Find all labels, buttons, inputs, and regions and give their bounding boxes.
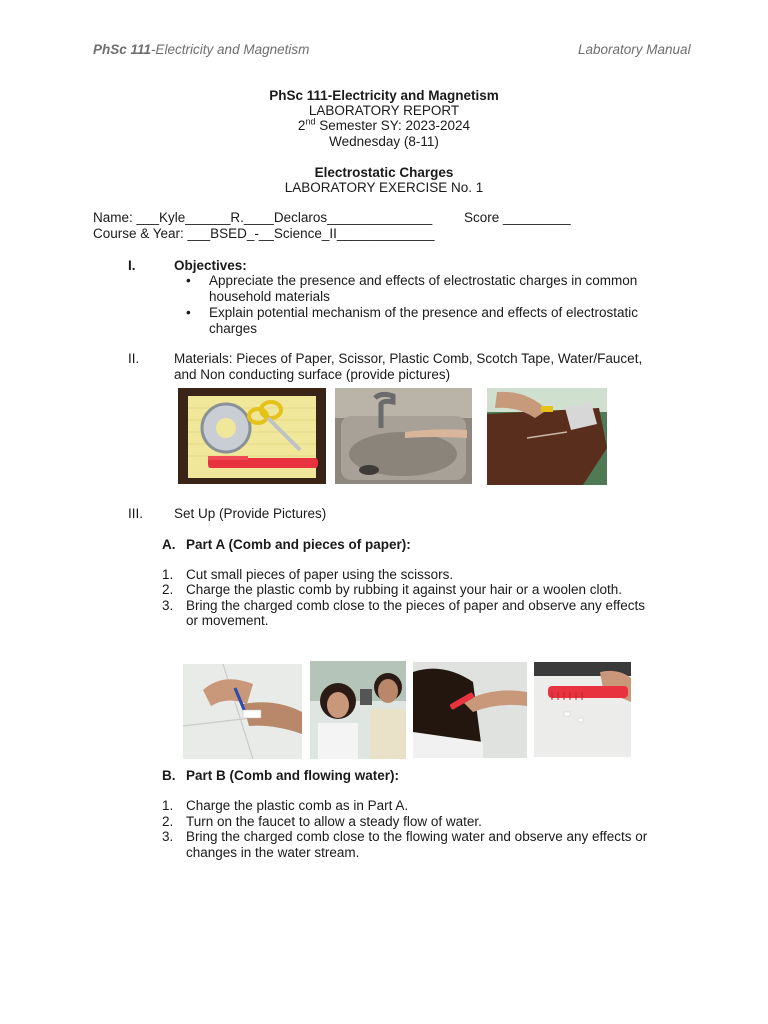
materials-photo-nonconducting-surface [487,388,607,485]
part-a-photo-cutting-paper [183,664,302,759]
objectives-heading: Objectives: [174,258,247,273]
part-a-step-number: 3. [162,598,174,613]
score-field: Score _________ [464,210,571,225]
part-a-step-3-line2: or movement. [186,613,269,628]
part-b-step-3-line1: Bring the charged comb close to the flowing water and observe any effects or [186,829,648,844]
part-a-step-1: Cut small pieces of paper using the scissors. [186,567,454,582]
materials-photo-faucet-sink [335,388,472,484]
materials-line1: Materials: Pieces of Paper, Scissor, Plastic Comb, Scotch Tape, Water/Faucet, [174,351,643,366]
part-b-step-3-line2: changes in the water stream. [186,845,360,860]
part-b-step-number: 1. [162,798,174,813]
part-b-step-number: 3. [162,829,174,844]
part-a-step-number: 1. [162,567,174,582]
part-a-photo-rubbing-hair [413,662,527,758]
setup-heading: Set Up (Provide Pictures) [174,506,327,521]
name-field: Name: ___Kyle______R.____Declaros______________ [93,210,433,225]
objective-1-line2: household materials [209,289,330,304]
report-semester [0,118,768,134]
exercise-number: LABORATORY EXERCISE No. 1 [284,180,484,195]
section-numeral-materials: II. [128,351,140,366]
section-numeral-setup: III. [128,506,144,521]
objective-1-line1: Appreciate the presence and effects of electrostatic charges in common [209,273,638,288]
part-b-step-number: 2. [162,814,174,829]
semester-text: Semester SY: 2023-2024 [315,118,471,133]
running-header-left [93,42,309,57]
materials-line2: and Non conducting surface (provide pictures) [174,367,451,382]
header-course-code: PhSc 111 [93,42,152,57]
part-b-letter: B. [162,768,176,783]
section-numeral-objectives: I. [128,258,136,273]
bullet-glyph: • [186,273,191,288]
report-course-title: PhSc 111-Electricity and Magnetism [269,88,499,103]
part-a-photo-comb-near-paper [534,662,631,757]
semester-suffix: nd [305,116,316,127]
exercise-title: Electrostatic Charges [314,165,454,180]
materials-photo-tape-scissors-comb [178,388,326,484]
part-a-step-number: 2. [162,582,174,597]
part-a-step-3-line1: Bring the charged comb close to the pieces of paper and observe any effects [186,598,646,613]
report-schedule: Wednesday (8-11) [329,134,439,149]
part-a-photo-charging-comb [310,661,406,759]
bullet-glyph: • [186,305,191,320]
part-b-step-2: Turn on the faucet to allow a steady flow of water. [186,814,482,829]
part-b-heading: Part B (Comb and flowing water): [186,768,400,783]
part-a-letter: A. [162,537,176,552]
report-type: LABORATORY REPORT [308,103,460,118]
part-a-step-2: Charge the plastic comb by rubbing it against your hair or a woolen cloth. [186,582,622,597]
semester-number: 2 [297,118,306,133]
part-a-heading: Part A (Comb and pieces of paper): [186,537,411,552]
objective-2-line2: charges [209,321,258,336]
running-header-right: Laboratory Manual [578,42,691,57]
course-year-field: Course & Year: ___BSED_-__Science_II_____________ [93,226,435,241]
header-course-title: -Electricity and Magnetism [151,42,310,57]
part-b-step-1: Charge the plastic comb as in Part A. [186,798,409,813]
objective-2-line1: Explain potential mechanism of the presence and effects of electrostatic [209,305,638,320]
